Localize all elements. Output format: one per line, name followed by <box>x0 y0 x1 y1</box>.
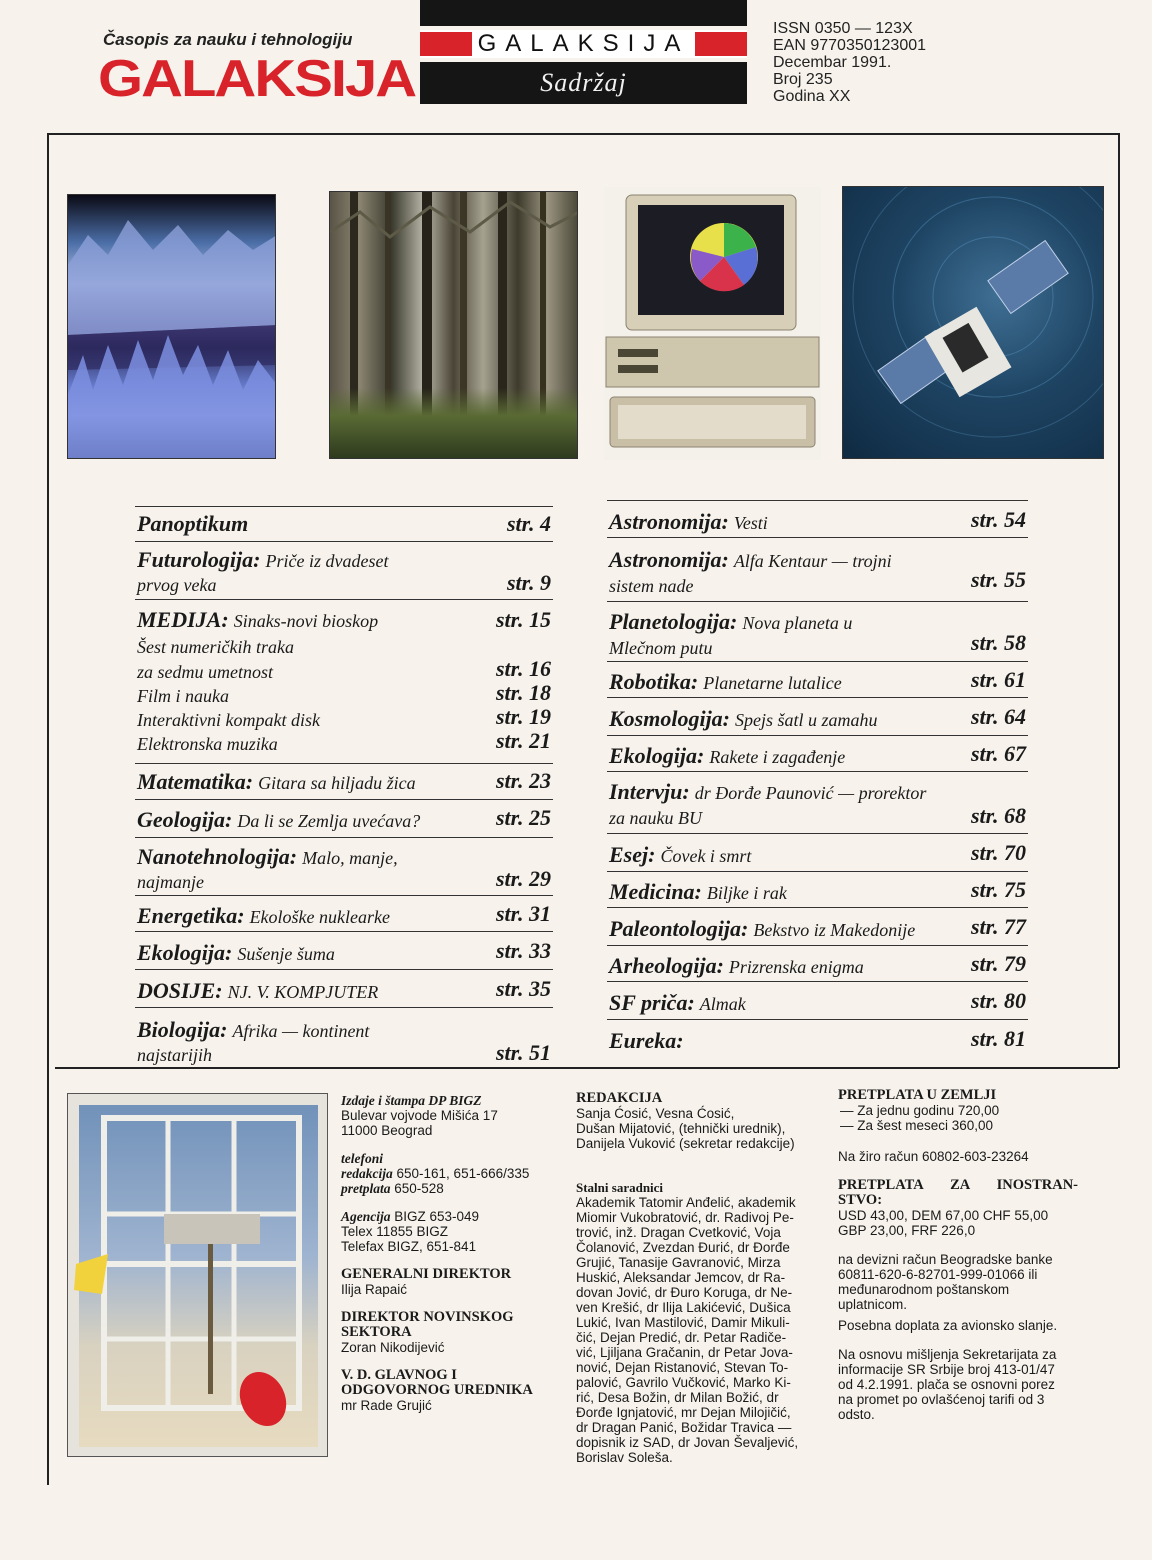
contributor-line: dovan Jović, dr Đuro Koruga, dr Ne- <box>576 1285 793 1300</box>
foreign-subscription-heading: PRETPLATA ZA INOSTRAN- <box>838 1177 1078 1193</box>
toc-entry-astronomija-alfa[interactable] <box>607 538 1028 602</box>
section-label: DOSIJE: <box>137 978 223 1003</box>
page-number: str. 80 <box>970 988 1026 1013</box>
toc-entry-kosmologija[interactable] <box>607 698 1028 736</box>
foreign-account-line: međunarodnom poštanskom <box>838 1282 1010 1297</box>
page-number: str. 61 <box>970 667 1026 692</box>
section-label: Planetologija: <box>609 609 738 634</box>
page-number: str. 68 <box>970 803 1026 828</box>
foreign-account-line: 60811-620-6-82701-999-01066 ili <box>838 1267 1038 1282</box>
section-label: Astronomija: <box>609 509 729 534</box>
toc-entry-ekologija[interactable] <box>135 932 553 970</box>
page-number: str. 81 <box>970 1026 1026 1051</box>
toc-entry-geologija[interactable] <box>135 800 553 838</box>
sub-page-number: str. 19 <box>495 704 551 729</box>
domestic-price-line: — Za jednu godinu 720,00 <box>840 1103 1000 1118</box>
foreign-price-line: GBP 23,00, FRF 226,0 <box>838 1223 976 1238</box>
contributor-line: Čolanović, Zvezdan Đurić, dr Đorđe <box>576 1240 790 1255</box>
article-title-cont: prvog veka <box>137 575 217 595</box>
article-title-cont: najstarijih <box>137 1045 213 1065</box>
editor-name: mr Rade Grujić <box>341 1398 432 1413</box>
page-number: str. 64 <box>970 704 1026 729</box>
article-title: Sušenje šuma <box>237 944 335 964</box>
phones-heading: telefoni <box>341 1151 383 1166</box>
photo-fractal-landscape <box>67 194 276 459</box>
magazine-tagline: Časopis za nauku i tehnologiju <box>103 30 353 49</box>
contributor-line: Huskić, Aleksandar Jemcov, dr Ra- <box>576 1270 786 1285</box>
toc-rule-top <box>607 500 1028 501</box>
toc-rule-top <box>135 506 553 507</box>
editorial-line: Danijela Vuković (sekretar redakcije) <box>576 1136 795 1151</box>
page-number: str. 79 <box>970 951 1026 976</box>
foreign-account-line: uplatnicom. <box>838 1297 908 1312</box>
article-title: Bekstvo iz Makedonije <box>753 920 916 940</box>
section-label: SF priča: <box>609 990 695 1015</box>
banner-name-bar <box>420 30 747 58</box>
section-label: Nanotehnologija: <box>137 844 298 869</box>
page-number: str. 67 <box>970 741 1026 766</box>
article-title: NJ. V. KOMPJUTER <box>227 982 379 1002</box>
article-title: Malo, manje, <box>302 848 398 868</box>
contributors-heading: Stalni saradnici <box>576 1180 664 1195</box>
toc-entry-astronomija-vesti[interactable] <box>607 502 1028 538</box>
contributor-line: ven Krešić, dr Ilija Lakićević, Dušica <box>576 1300 791 1315</box>
magazine-logo: GALAKSIJA <box>98 49 416 108</box>
article-title: Vesti <box>733 513 768 533</box>
toc-left-column <box>135 500 553 1070</box>
section-label: Ekologija: <box>137 940 233 965</box>
tax-note-line: na promet po ovlašćenoj tarifi od 3 <box>838 1392 1045 1407</box>
toc-entry-futurologija[interactable] <box>135 542 553 600</box>
page-number: str. 23 <box>495 768 551 793</box>
page-number: str. 70 <box>970 840 1026 865</box>
article-title-cont: Mlečnom putu <box>609 638 713 658</box>
phone-number: 650-528 <box>394 1181 444 1196</box>
contributor-line: Grujić, Tanasije Gavranović, Mirza <box>576 1255 781 1270</box>
section-label: Kosmologija: <box>609 706 731 731</box>
contributor-line: vić, Ljiljana Gračanin, dr Petar Jova- <box>576 1345 793 1360</box>
photo-dying-forest <box>329 191 578 459</box>
article-title: Gitara sa hiljadu žica <box>258 773 416 793</box>
photo-computer <box>604 187 821 460</box>
section-label: Futurologija: <box>137 547 261 572</box>
banner-top-bar <box>420 0 747 26</box>
contributor-line: dopisnik iz SAD, dr Jovan Ševaljević, <box>576 1435 799 1450</box>
phone-line-redakcija <box>341 1166 556 1181</box>
section-label: Matematika: <box>137 769 254 794</box>
publisher-info <box>341 1093 556 1413</box>
contributor-line: trović, inž. Dragan Cvetković, Voja <box>576 1225 781 1240</box>
airmail-note: Posebna doplata za avionsko slanje. <box>838 1318 1058 1333</box>
photo-satellite <box>842 186 1104 459</box>
sector-director-name: Zoran Nikodijević <box>341 1340 445 1355</box>
article-title-cont: sistem nade <box>609 576 694 596</box>
page-number: str. 55 <box>970 567 1026 592</box>
banner-subtitle: Sadržaj <box>420 62 747 104</box>
banner-red-block-left <box>420 32 472 56</box>
section-label: Paleontologija: <box>609 916 749 941</box>
section-label: Arheologija: <box>609 953 724 978</box>
toc-entry-energetika[interactable] <box>135 896 553 932</box>
article-title: Nova planeta u <box>742 613 853 633</box>
toc-entry-intervju[interactable] <box>607 772 1028 834</box>
section-label: Panoptikum <box>137 511 249 536</box>
toc-entry-panoptikum[interactable] <box>135 508 553 542</box>
publisher-address-line: 11000 Beograd <box>341 1123 433 1138</box>
editorial-line: Sanja Ćosić, Vesna Ćosić, <box>576 1106 735 1121</box>
sub-page-number: str. 16 <box>495 656 551 681</box>
contributor-line: nović, Dejan Ristanović, Stevan To- <box>576 1360 789 1375</box>
article-title: Ekološke nuklearke <box>249 907 390 927</box>
sub-page-number: str. 18 <box>495 680 551 705</box>
general-director-heading: GENERALNI DIREKTOR <box>341 1266 512 1282</box>
tax-note-line: Na osnovu mišljenja Sekretarijata za <box>838 1347 1057 1362</box>
toc-entry-arheologija[interactable] <box>607 946 1028 982</box>
telefax-line: Telefax BIGZ, 651-841 <box>341 1239 477 1254</box>
article-title: Biljke i rak <box>706 883 787 903</box>
publisher-heading: Izdaje i štampa DP BIGZ <box>341 1093 482 1108</box>
issue-date: Decembar 1991. <box>773 54 892 71</box>
ean: EAN 9770350123001 <box>773 37 927 54</box>
issn: ISSN 0350 — 123X <box>773 20 913 37</box>
sub-article-title[interactable]: Film i nauka <box>137 686 229 706</box>
article-title-cont: najmanje <box>137 872 204 892</box>
sub-article-title-cont: za sedmu umetnost <box>137 662 273 682</box>
phone-label: pretplata <box>341 1181 391 1196</box>
contributor-line: Đorđe Ignjatović, mr Dejan Milojičić, <box>576 1405 791 1420</box>
page-number: str. 4 <box>506 511 551 536</box>
sub-article-title[interactable]: Interaktivni kompakt disk <box>137 710 320 730</box>
section-label: MEDIJA: <box>137 607 229 632</box>
foreign-price-line: USD 43,00, DEM 67,00 CHF 55,00 <box>838 1208 1049 1223</box>
toc-right-column <box>607 500 1028 1070</box>
page-number: str. 25 <box>495 805 551 830</box>
section-label: Esej: <box>609 842 656 867</box>
section-label: Geologija: <box>137 807 233 832</box>
section-label: Eureka: <box>609 1028 684 1053</box>
banner-red-block-right <box>695 32 747 56</box>
page-number: str. 75 <box>970 877 1026 902</box>
agency-line <box>341 1209 556 1224</box>
tax-note-line: informacije SR Srbije broj 413-01/47 <box>838 1362 1055 1377</box>
editorial-line: Dušan Mijatović, (tehnički urednik), <box>576 1121 786 1136</box>
domestic-subscription-heading: PRETPLATA U ZEMLJI <box>838 1087 997 1103</box>
page-number: str. 9 <box>506 570 551 595</box>
contributor-line: Miomir Vukobratović, dr. Radivoj Pe- <box>576 1210 794 1225</box>
editor-heading: V. D. GLAVNOG I <box>341 1367 457 1383</box>
domestic-price-line: — Za šest meseci 360,00 <box>840 1118 994 1133</box>
issue-number: Broj 235 <box>773 71 833 88</box>
issue-year: Godina XX <box>773 88 851 105</box>
article-title: Spejs šatl u zamahu <box>735 710 878 730</box>
editorial-heading: REDAKCIJA <box>576 1090 663 1106</box>
contributor-line: Akademik Tatomir Anđelić, akademik <box>576 1195 796 1210</box>
article-title: Almak <box>699 994 746 1014</box>
toc-entry-paleontologija[interactable] <box>607 908 1028 946</box>
phone-line-pretplata <box>341 1181 556 1196</box>
sub-article-title[interactable]: Šest numeričkih traka <box>137 637 294 657</box>
banner-name: GALAKSIJA <box>477 30 690 57</box>
contributor-line: palović, Gavrilo Vučković, Marko Ki- <box>576 1375 791 1390</box>
toc-entry-medija[interactable] <box>135 600 553 764</box>
toc-entry-robotika[interactable] <box>607 662 1028 698</box>
article-title: Priče iz dvadeset <box>265 551 389 571</box>
article-title: Sinaks-novi bioskop <box>233 611 379 631</box>
article-title: Čovek i smrt <box>660 846 752 866</box>
toc-entry-esej[interactable] <box>607 834 1028 872</box>
editor-heading-cont: ODGOVORNOG UREDNIKA <box>341 1382 533 1398</box>
phone-number: 650-161, 651-666/335 <box>396 1166 530 1181</box>
page-number: str. 31 <box>495 901 551 926</box>
article-title-cont: za nauku BU <box>609 808 702 828</box>
telex-line: Telex 11855 BIGZ <box>341 1224 449 1239</box>
page-number: str. 58 <box>970 630 1026 655</box>
page-number: str. 77 <box>970 914 1026 939</box>
toc-entry-medicina[interactable] <box>607 872 1028 908</box>
toc-entry-planetologija[interactable] <box>607 602 1028 662</box>
article-title: Planetarne lutalice <box>703 673 842 693</box>
section-label: Biologija: <box>137 1017 228 1042</box>
section-label: Astronomija: <box>609 547 729 572</box>
toc-entry-dosije[interactable] <box>135 970 553 1008</box>
page-number: str. 51 <box>495 1040 551 1065</box>
phone-label: redakcija <box>341 1166 393 1181</box>
section-label: Ekologija: <box>609 743 705 768</box>
sector-director-heading: DIREKTOR NOVINSKOG <box>341 1309 514 1325</box>
photo-window-still-life <box>67 1093 328 1457</box>
toc-entry-eureka[interactable] <box>607 1020 1028 1058</box>
giro-account: Na žiro račun 60802-603-23264 <box>838 1149 1029 1164</box>
toc-entry-biologija[interactable] <box>135 1008 553 1068</box>
editorial-info <box>576 1091 821 1465</box>
publisher-address-line: Bulevar vojvode Mišića 17 <box>341 1108 498 1123</box>
contributor-line: rić, Desa Božin, dr Milan Božić, dr <box>576 1390 779 1405</box>
section-label: Intervju: <box>609 779 690 804</box>
toc-entry-nanotehnologija[interactable] <box>135 838 553 896</box>
contributors-list <box>576 1195 821 1465</box>
sub-article-title[interactable]: Elektronska muzika <box>137 734 278 754</box>
article-title: Rakete i zagađenje <box>709 747 846 767</box>
article-title: Da li se Zemlja uvećava? <box>237 811 421 831</box>
issue-meta <box>773 20 926 105</box>
general-director-name: Ilija Rapaić <box>341 1282 408 1297</box>
page-number: str. 29 <box>495 866 551 891</box>
article-title: Afrika — kontinent <box>232 1021 370 1041</box>
sector-director-heading-cont: SEKTORA <box>341 1324 412 1340</box>
page-number: str. 35 <box>495 976 551 1001</box>
page-number: str. 15 <box>495 607 551 632</box>
section-label: Energetika: <box>137 903 245 928</box>
contributor-line: Borislav Soleša. <box>576 1450 673 1465</box>
toc-entry-ekologija-rakete[interactable] <box>607 736 1028 772</box>
toc-entry-matematika[interactable] <box>135 764 553 800</box>
section-label: Robotika: <box>609 669 699 694</box>
page-number: str. 33 <box>495 938 551 963</box>
agency-label: Agencija <box>341 1209 391 1224</box>
subscription-info <box>838 1088 1078 1422</box>
tax-note-line: od 4.2.1991. plača se osnovni porez <box>838 1377 1055 1392</box>
article-title: Alfa Kentaur — trojni <box>733 551 892 571</box>
agency-value: BIGZ 653-049 <box>394 1209 480 1224</box>
contributor-line: čić, Dejan Predić, dr. Petar Radiče- <box>576 1330 787 1345</box>
foreign-subscription-heading-cont: STVO: <box>838 1192 883 1208</box>
contributor-line: Lukić, Ivan Mastilović, Damir Mikuli- <box>576 1315 790 1330</box>
toc-entry-sf-prica[interactable] <box>607 982 1028 1020</box>
frame-right-edge <box>1118 133 1120 1068</box>
sub-page-number: str. 21 <box>495 728 551 753</box>
foreign-account-line: na devizni račun Beogradske banke <box>838 1252 1053 1267</box>
section-label: Medicina: <box>609 879 702 904</box>
page-number: str. 54 <box>970 507 1026 532</box>
article-title: dr Đorđe Paunović — prorektor <box>694 783 927 803</box>
article-title: Prizrenska enigma <box>728 957 864 977</box>
contributor-line: dr Dragan Panić, Božidar Travica — <box>576 1420 792 1435</box>
tax-note-line: odsto. <box>838 1407 875 1422</box>
